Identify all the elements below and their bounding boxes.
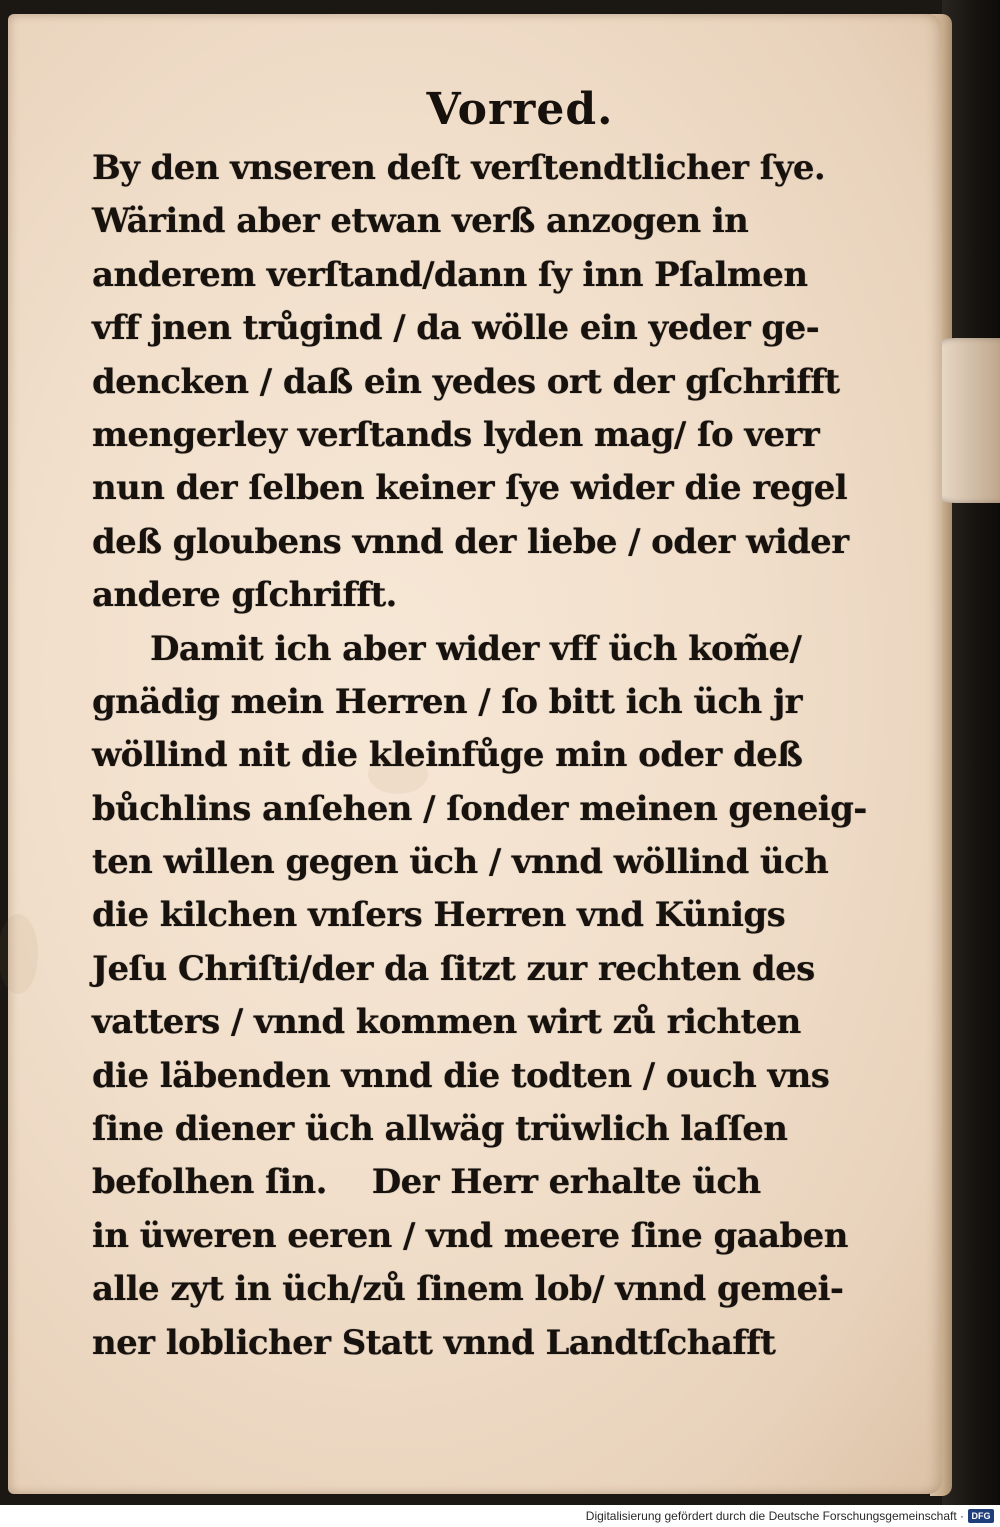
text-line: By den vnseren deſt verſtendtlicher ſye. bbox=[92, 148, 826, 188]
text-line: bůchlins anſehen / ſonder meinen geneig- bbox=[92, 788, 867, 829]
text-line: ten willen gegen üch / vnnd wöllind üch bbox=[92, 842, 829, 883]
text-line: die kilchen vnſers Herren vnd Künigs bbox=[92, 895, 786, 936]
text-line: andere gſchrifft. bbox=[92, 575, 397, 616]
text-line: ſine diener üch allwäg trüwlich laſſen bbox=[92, 1109, 788, 1150]
paper-stain bbox=[0, 914, 38, 994]
book-page bbox=[8, 14, 942, 1494]
paragraph-start-line: Damit ich aber wider vff üch kom̃e/ bbox=[150, 628, 802, 669]
text-line: wöllind nit die kleinfůge min oder deß bbox=[92, 735, 803, 776]
dfg-logo: DFG bbox=[968, 1509, 994, 1523]
text-line: ner loblicher Statt vnnd Landtſchafft bbox=[92, 1322, 776, 1363]
body-text bbox=[92, 142, 867, 1370]
text-line: nun der ſelben keiner ſye wider die regel bbox=[92, 468, 848, 509]
text-line: vatters / vnnd kommen wirt zů richten bbox=[92, 1002, 801, 1043]
text-line: Wärind aber etwan verß anzogen in bbox=[92, 201, 749, 242]
text-line: befolhen ſin. Der Herr erhalte üch bbox=[92, 1162, 761, 1203]
text-line: die läbenden vnnd die todten / ouch vns bbox=[92, 1055, 830, 1096]
digitization-footer bbox=[0, 1505, 1000, 1527]
text-line: anderem verſtand/dann ſy inn Pſalmen bbox=[92, 254, 808, 295]
text-line: in üweren eeren / vnd meere ſine gaaben bbox=[92, 1215, 848, 1256]
text-line: dencken / daß ein yedes ort der gſchrifft bbox=[92, 361, 840, 402]
text-line: gnädig mein Herren / ſo bitt ich üch jr bbox=[92, 681, 802, 722]
text-line: mengerley verſtands lyden mag/ ſo verr bbox=[92, 414, 820, 455]
text-line: Jeſu Chriſti/der da ſitzt zur rechten des bbox=[92, 948, 815, 989]
funding-credit: Digitalisierung gefördert durch die Deutsche Forschungsgemeinschaft · bbox=[585, 1509, 964, 1523]
text-line: vff jnen trůgind / da wölle ein yeder ge- bbox=[92, 308, 820, 349]
text-line: deß gloubens vnnd der liebe / oder wider bbox=[92, 521, 849, 562]
page-title: Vorred. bbox=[426, 84, 614, 135]
text-line: alle zyt in üch/zů ſinem lob/ vnnd gemei- bbox=[92, 1269, 844, 1310]
